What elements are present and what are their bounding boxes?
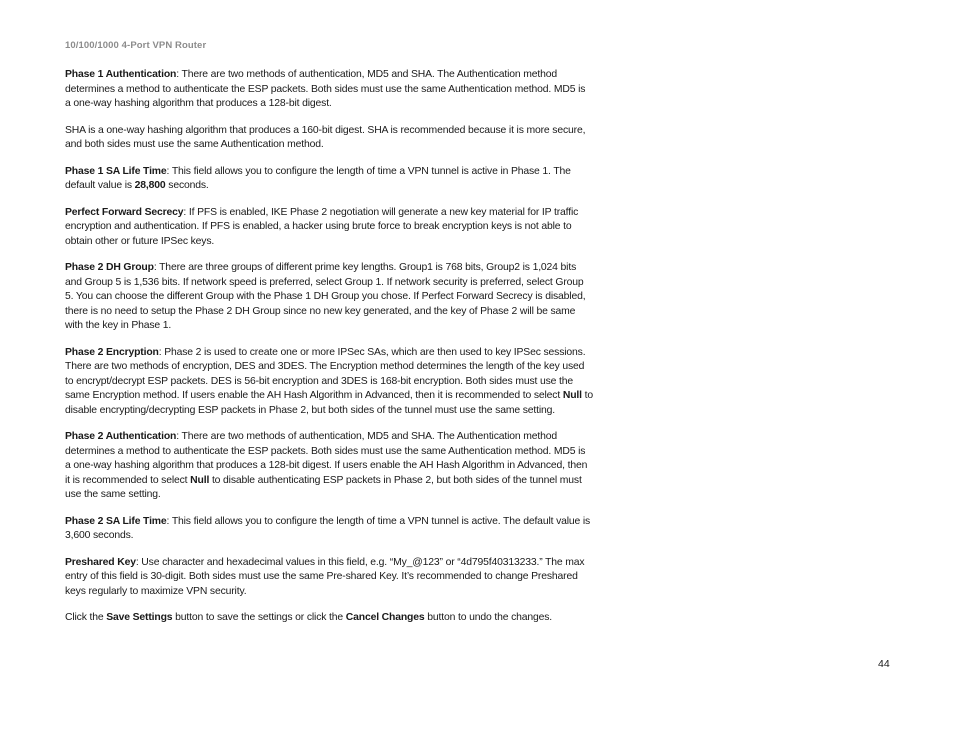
- term-phase1-authentication: Phase 1 Authentication: [65, 69, 177, 80]
- closing-middle: button to save the settings or click the: [172, 612, 346, 623]
- paragraph-phase2-sa-life-time: [65, 515, 593, 544]
- cancel-changes-label: Cancel Changes: [345, 612, 425, 623]
- text-sha: SHA is a one-way hashing algorithm that produces a 160-bit digest. SHA is recommended because it is more secure, and both sides must use the same Authentication method.: [65, 124, 586, 150]
- term-pfs: Perfect Forward Secrecy: [65, 206, 184, 218]
- paragraph-closing: [65, 611, 593, 626]
- text-phase2-authentication-after: to disable authenticating ESP packets in Phase 2, but both sides of the tunnel must use the same setting.: [65, 474, 582, 500]
- paragraph-phase2-dh-group: [65, 261, 593, 334]
- term-preshared-key: Preshared Key: [65, 556, 136, 568]
- paragraph-preshared-key: [65, 556, 593, 600]
- value-phase1-default: 28,800: [134, 180, 166, 191]
- text-phase2-sa-life-time: : This field allows you to configure the length of time a VPN tunnel is active. The default value is 3,600 seconds.: [65, 515, 591, 541]
- term-phase2-dh-group: Phase 2 DH Group: [65, 262, 154, 273]
- document-body: [65, 68, 593, 638]
- value-null-encryption: Null: [562, 390, 582, 401]
- text-phase2-encryption-after: to disable encrypting/decrypting ESP packets in Phase 2, but both sides of the tunnel must use the same setting.: [65, 390, 593, 416]
- closing-suffix: button to undo the changes.: [424, 612, 553, 623]
- paragraph-sha: [65, 124, 593, 153]
- page-number: 44: [878, 658, 890, 670]
- text-phase2-authentication: : There are two methods of authentication, MD5 and SHA. The Authentication method determines a method to authenticate the ESP packets. Both sides must use the same Authentication method. MD5 is a one-way hashing algorithm that produces a 128-bit digest. If users enable the AH Hash Algorithm in Advanced, then it is recommended to select: [65, 431, 588, 486]
- paragraph-phase1-authentication: [65, 68, 593, 112]
- paragraph-pfs: [65, 206, 593, 250]
- paragraph-phase2-encryption: [65, 346, 593, 419]
- document-header: 10/100/1000 4-Port VPN Router: [65, 40, 207, 51]
- paragraph-phase1-sa-life-time: [65, 165, 593, 194]
- text-phase1-sa-life-time: : This field allows you to configure the length of time a VPN tunnel is active in Phase 1. The default value is: [65, 165, 571, 191]
- text-preshared-key: : Use character and hexadecimal values in this field, e.g. “My_@123” or “4d795f40313233.” The max entry of this field is 30-digit. Both sides must use the same Pre-shared Key. It’s recommended to change Preshared keys regularly to maximize VPN security.: [65, 556, 585, 597]
- text-phase2-dh-group: : There are three groups of different prime key lengths. Group1 is 768 bits, Group2 is 1,024 bits and Group 5 is 1,536 bits. If network speed is preferred, select Group 1. If network security is preferred, select Group 5. You can choose the different Group with the Phase 1 DH Group you chose. If Perfect Forward Secrecy is disabled, there is no need to setup the Phase 2 DH Group since no new key generated, and the key of Phase 2 will be same with the key in Phase 1.: [65, 262, 586, 331]
- text-pfs: : If PFS is enabled, IKE Phase 2 negotiation will generate a new key material for IP traffic encryption and authentication. If PFS is enabled, a hacker using brute force to break encryption keys is not able to obtain other or future IPSec keys.: [65, 206, 579, 247]
- term-phase2-sa-life-time: Phase 2 SA Life Time: [65, 515, 167, 527]
- text-phase1-authentication: : There are two methods of authentication, MD5 and SHA. The Authentication method determines a method to authenticate the ESP packets. Both sides must use the same Authentication method. MD5 is a one-way hashing algorithm that produces a 128-bit digest.: [65, 69, 586, 109]
- term-phase2-encryption: Phase 2 Encryption: [65, 346, 159, 358]
- term-phase2-authentication: Phase 2 Authentication: [65, 431, 177, 442]
- paragraph-phase2-authentication: [65, 430, 593, 503]
- closing-prefix: Click the: [65, 612, 107, 623]
- value-null-authentication: Null: [190, 474, 210, 486]
- text-phase1-sa-life-time-after: seconds.: [165, 180, 209, 191]
- term-phase1-sa-life-time: Phase 1 SA Life Time: [65, 165, 167, 177]
- text-phase2-encryption: : Phase 2 is used to create one or more IPSec SAs, which are then used to key IPSec sessions. There are two methods of encryption, DES and 3DES. The Encryption method determines the length of the key used to encrypt/decrypt ESP packets. DES is 56-bit encryption and 3DES is 168-bit encryption. Both sides must use the same Encryption method. If users enable the AH Hash Algorithm in Advanced, then it is recommended to select: [65, 346, 586, 401]
- save-settings-label: Save Settings: [106, 612, 173, 623]
